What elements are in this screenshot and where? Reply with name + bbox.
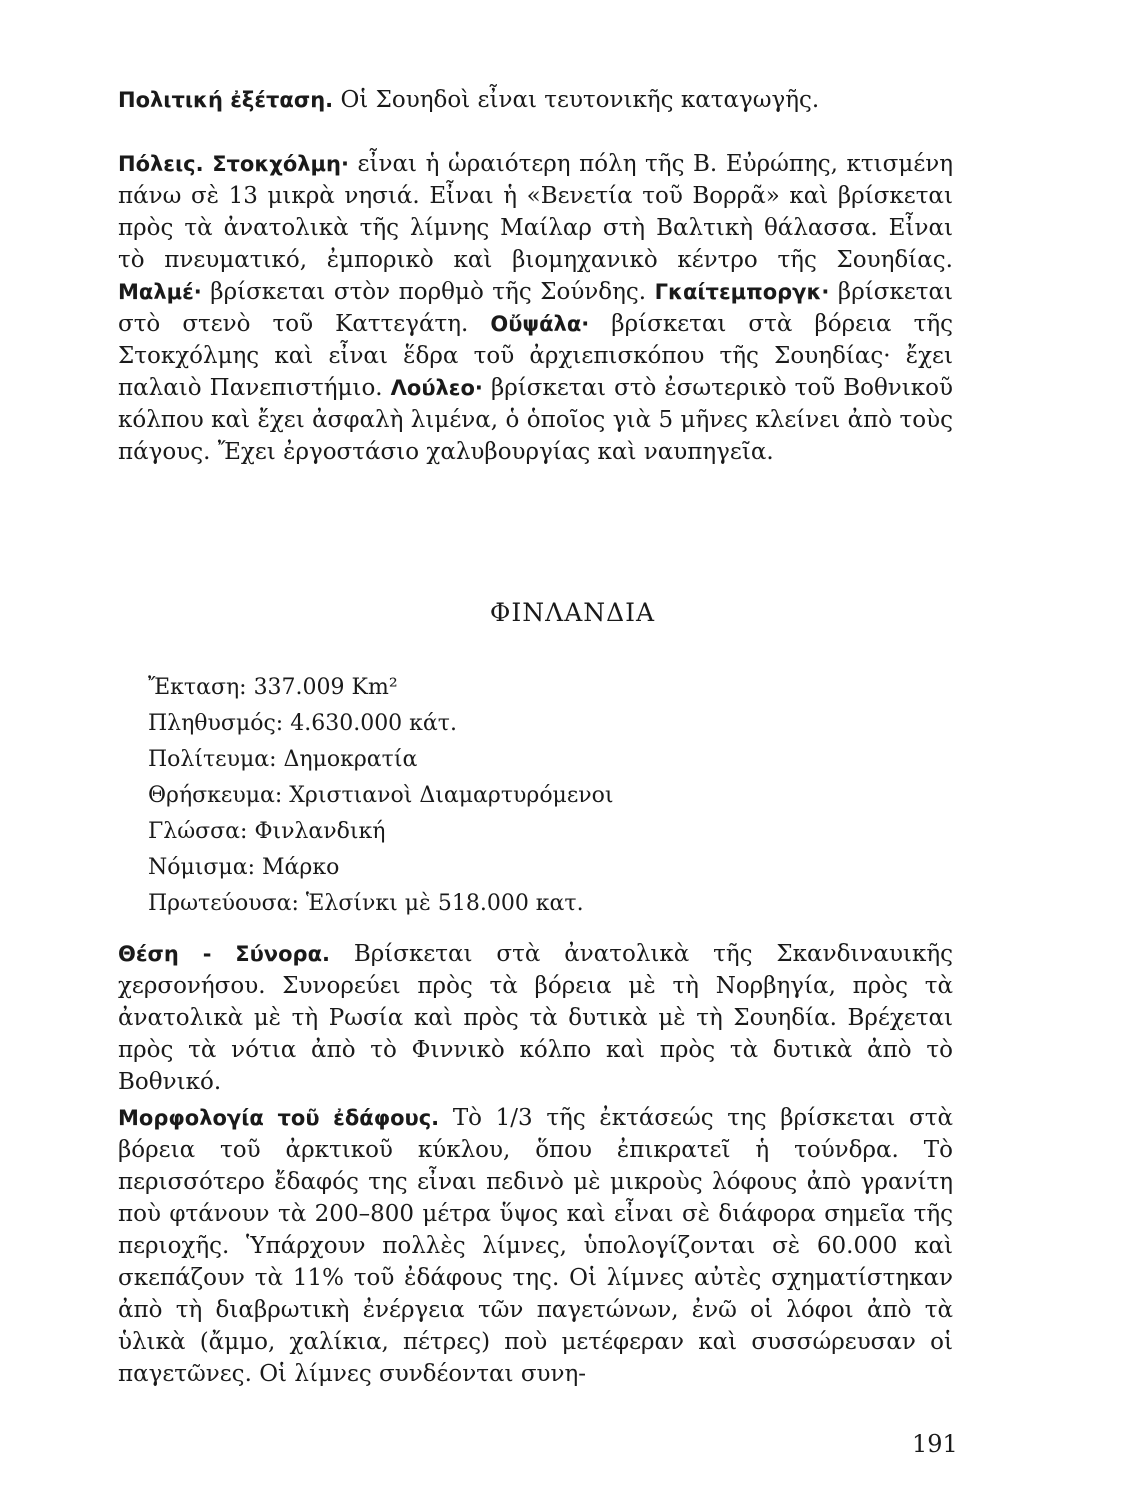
fact-capital: Πρωτεύουσα: Ἑλσίνκι μὲ 518.000 κατ. [148, 891, 584, 916]
city-uppsala: Οὔψάλα· [490, 312, 590, 336]
fact-population: Πληθυσμός: 4.630.000 κάτ. [148, 711, 457, 736]
finland-facts [148, 670, 614, 922]
cities-heading: Πόλεις. [118, 152, 204, 176]
morphology-paragraph [118, 1102, 953, 1390]
finland-title: ΦΙΝΛΑΝΔΙΑ [489, 598, 656, 627]
city-goteborg: Γκαίτεμποργκ· [654, 280, 830, 304]
politics-text: Οἱ Σουηδοὶ εἶναι τευτονικῆς καταγωγῆς. [340, 87, 820, 113]
fact-currency: Νόμισμα: Μάρκο [148, 855, 340, 880]
stockholm-text: εἶναι ἡ ὡραιότερη πόλη τῆς Β. Εὐρώπης, κτισμένη πάνω σὲ 13 μικρὰ νησιά. Εἶναι ἡ «Βενετία τοῦ Βορρᾶ» καὶ βρίσκεται πρὸς τὰ ἀνατολικὰ τῆς λίμνης Μαίλαρ στὴ Βαλτικὴ θάλασσα. Εἶναι τὸ πνευματικό, ἐμπορικὸ καὶ βιομηχανικὸ κέντρο τῆς Σουηδίας. [118, 151, 953, 273]
fact-language: Γλώσσα: Φινλανδική [148, 819, 386, 844]
fact-area: Ἔκταση: 337.009 Km² [148, 675, 398, 700]
lulea-text: βρίσκεται στὸ ἐσωτερικὸ τοῦ Βοθνικοῦ κόλπου καὶ ἔχει ἀσφαλὴ λιμένα, ὁ ὁποῖος γιὰ 5 μῆνες κλείνει ἀπὸ τοὺς πάγους. Ἔχει ἐργοστάσιο χαλυβουργίας καὶ ναυπηγεῖα. [118, 375, 954, 465]
politics-paragraph [118, 84, 953, 116]
cities-paragraph [118, 148, 953, 468]
malmo-text: βρίσκεται στὸν πορθμὸ τῆς Σούνδης. [210, 279, 647, 305]
morphology-text: Τὸ 1/3 τῆς ἐκτάσεώς της βρίσκεται στὰ βόρεια τοῦ ἀρκτικοῦ κύκλου, ὅπου ἐπικρατεῖ ἡ τούνδρα. Τὸ περισσότερο ἔδαφός της εἶναι πεδινὸ μὲ μικροὺς λόφους ἀπὸ γρανίτη ποὺ φτάνουν τὰ 200–800 μέτρα ὕψος καὶ εἶναι σὲ διάφορα σημεῖα τῆς περιοχῆς. Ὑπάρχουν πολλὲς λίμνες, ὑπολογίζονται σὲ 60.000 καὶ σκεπάζουν τὰ 11% τοῦ ἐδάφους της. Οἱ λίμνες αὐτὲς σχηματίστηκαν ἀπὸ τὴ διαβρωτικὴ ἐνέργεια τῶν παγετώνων, ἐνῶ οἱ λόφοι ἀπὸ τὰ ὑλικὰ (ἄμμο, χαλίκια, πέτρες) ποὺ μετέφεραν καὶ συσσώρευσαν οἱ παγετῶνες. Οἱ λίμνες συνδέονται συνη- [118, 1105, 954, 1387]
fact-government: Πολίτευμα: Δημοκρατία [148, 747, 418, 772]
city-stockholm: Στοκχόλμη· [212, 152, 349, 176]
politics-heading: Πολιτική ἐξέταση. [118, 88, 334, 112]
fact-religion: Θρήσκευμα: Χριστιανοὶ Διαμαρτυρόμενοι [148, 783, 614, 808]
goteborg-text: βρίσκεται στὸ στενὸ τοῦ Καττεγάτη. [118, 279, 954, 337]
position-text: Βρίσκεται στὰ ἀνατολικὰ τῆς Σκανδιναυικῆς χερσονήσου. Συνορεύει πρὸς τὰ βόρεια μὲ τὴ Νορβηγία, πρὸς τὰ ἀνατολικὰ μὲ τὴ Ρωσία καὶ πρὸς τὰ δυτικὰ μὲ τὴ Σουηδία. Βρέχεται πρὸς τὰ νότια ἀπὸ τὸ Φιννικὸ κόλπο καὶ πρὸς τὰ δυτικὰ ἀπὸ τὸ Βοθνικό. [118, 941, 953, 1095]
city-malmo: Μαλμέ· [118, 280, 202, 304]
uppsala-text: βρίσκεται στὰ βόρεια τῆς Στοκχόλμης καὶ εἶναι ἕδρα τοῦ ἀρχιεπισκόπου τῆς Σουηδίας· ἔχει παλαιὸ Πανεπιστήμιο. [118, 311, 954, 401]
morphology-heading: Μορφολογία τοῦ ἐδάφους. [118, 1106, 440, 1130]
city-lulea: Λούλεο· [390, 376, 483, 400]
position-paragraph [118, 938, 953, 1098]
position-heading: Θέση - Σύνορα. [118, 942, 330, 966]
page-number: 191 [912, 1430, 958, 1458]
